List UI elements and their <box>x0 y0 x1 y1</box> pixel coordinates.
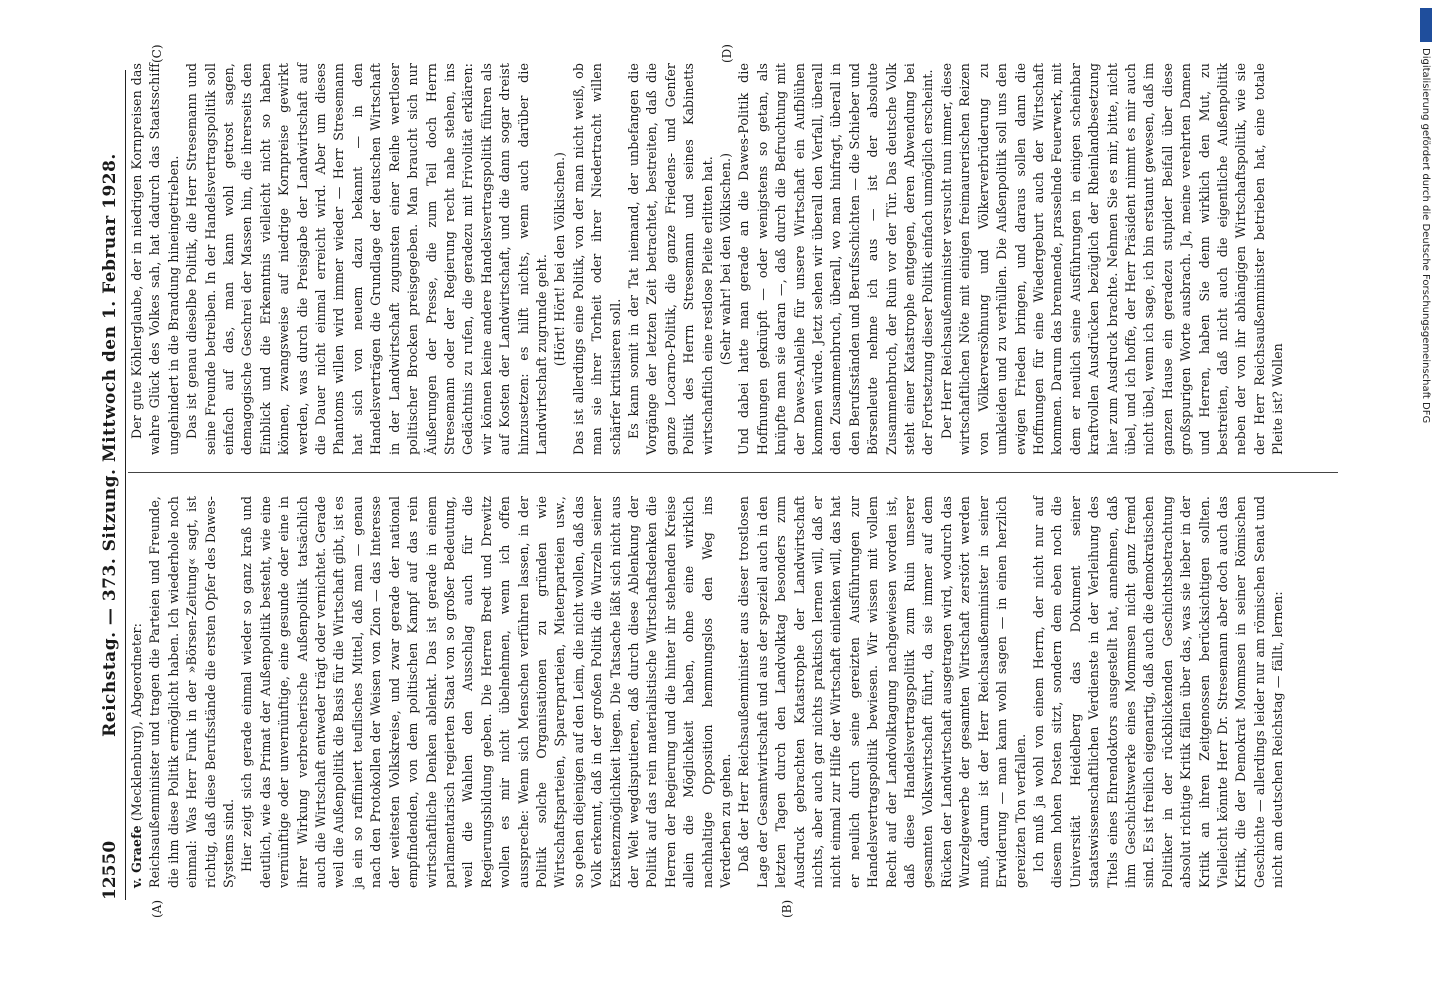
paragraph: Das ist allerdings eine Politik, von der man nicht weiß, ob man sie ihrer Torheit oder ihrer Niedertracht willen schärfer kritisieren soll. <box>570 63 623 455</box>
paragraph: Der gute Köhlerglaube, der in niedrigen Kornpreisen das wahre Glück des Volkes sah, hat dadurch das Staatsschiff ungehindert in die Brandung hineingetrieben. <box>129 63 181 455</box>
page-number: 12550 <box>100 840 120 900</box>
margin-marker-d: (D) <box>720 44 734 63</box>
paragraph: Reichsaußenminister und tragen die Parteien und Freunde, die ihm diese Politik ermöglicht haben. Ich wiederhole noch einmal: Was Herr Funk in der »Börsen-Zeitung« sagt, ist richtig, daß diese Berufsstände die ersten Opfer des Dawes-Systems sind. <box>147 496 237 888</box>
speaker-line <box>128 496 146 888</box>
speaker-name: v. Graefe <box>129 825 144 888</box>
margin-marker-c: (C) <box>150 44 164 63</box>
paragraph: Es kann somit in der Tat niemand, der unbefangen die Vorgänge der letzten Zeit betrachtet, bestreiten, daß die ganze Locarno-Politik, die ganze Friedens- und Genfer Politik des Herrn Stresemann und seines Kabinetts wirtschaftlich eine restlose Pleite erlitten hat. <box>625 63 715 455</box>
margin-marker-a: (A) <box>150 899 164 918</box>
left-column <box>128 496 1288 888</box>
paragraph: Das ist genau dieselbe Politik, die Herr Stresemann und seine Freunde betreiben. In der Handelsvertragspolitik soll einfach auf das, man kann wohl getrost sagen, demagogische Geschrei der Massen hin, die ihrerseits den Einblick und die Erkenntnis vielleicht nicht so haben können, zwangsweise auf niedrige Kornpreise gewirkt werden, was durch die Preisgabe der Landwirtschaft auf die Dauer nicht einmal erreicht wird. Aber um dieses Phantoms willen wird immer wieder — Herr Stresemann hat sich von neuem dazu bekannt — in den Handelsverträgen die Grundlage der deutschen Wirtschaft in der Landwirtschaft zugunsten einer Reihe wertloser politischer Brocken preisgegeben. Man braucht sich nur Äußerungen der Presse, die zum Teil doch Herrn Stresemann oder der Regierung recht nahe stehen, ins Gedächtnis zu rufen, die geradezu mit Frivolität erklären: wir können keine andere Handelsvertragspolitik führen als auf Kosten der Landwirtschaft, und die dann sogar dreist hinzusetzen: es hilft nichts, wenn auch darüber die Landwirtschaft zugrunde geht. <box>184 63 549 455</box>
interjection: (Hört! Hört! bei den Völkischen.) <box>552 151 568 367</box>
interjection: (Sehr wahr! bei den Völkischen.) <box>718 152 733 366</box>
paragraph: Hier zeigt sich gerade einmal wieder so ganz kraß und deutlich, wie das Primat der Außenpolitik besteht, wie eine vernünftige oder unvernünftige, eine gesunde oder eine in ihrer Wirkung verbrecherische Außenpolitik tatsächlich auch die Wirtschaft entweder trägt oder vernichtet. Gerade weil die Außenpolitik die Basis für die Wirtschaft gibt, ist es ja ein so raffiniert teuflisches Mittel, daß man — genau nach den Protokollen der Weisen von Zion — das Interesse der weitesten Volkskreise, und zwar gerade der national empfindenden, von dem politischen Kampf auf das rein wirtschaftliche Denken ablenkt. Das ist gerade in einem parlamentarisch regierten Staat von so großer Bedeutung, weil die Wahlen den Ausschlag auch für die Regierungsbildung geben. Die Herren Bredt und Drewitz wollen es mir nicht übelnehmen, wenn ich offen ausspreche: Wenn sich Menschen verführen lassen, in der Politik solche Organisationen zu gründen wie Wirtschaftsparteien, Sparerparteien, Mieterparteien usw., so gehen diejenigen auf den Leim, die nicht wollen, daß das Volk erkennt, daß in der großen Politik die Wurzeln seiner Existenzmöglichkeit liegen. Die Tatsache läßt sich nicht aus der Welt wegdisputieren, daß durch diese Ablenkung der Politik auf das rein materialistische Wirtschaftsdenken die Herren der Regierung und die hinter ihr stehenden Kreise allein die Möglichkeit haben, ohne eine wirklich nachhaltige Opposition hemmungslos den Weg ins Verderben zu gehen. <box>239 496 733 888</box>
side-credit-text <box>1420 48 1431 423</box>
column-divider <box>128 472 1338 473</box>
paragraph: Der Herr Reichsaußenminister versucht nun immer, diese wirtschaftlichen Nöte mit einigen freimaurerischen Reizen von Völkerversöhnung und Völkerverbrüderung zu umkleiden und zu verhüllen. Die Außenpolitik soll uns den ewigen Frieden bringen, und daraus sollen dann die Hoffnungen für eine Wiedergeburt auch der Wirtschaft kommen. Darum das brennende, prasselnde Feuerwerk, mit dem er neulich seine Ausführungen in einigen scheinbar kraftvollen Ausdrücken bezüglich der Rheinlandbesetzung hier zum Ausdruck brachte. Nehmen Sie es mir, bitte, nicht übel, und ich hoffe, der Herr Präsident nimmt es mir auch nicht übel, wenn ich sage, ich bin erstaunt gewesen, daß im ganzen Hause ein geradezu stupider Beifall über diese großspurigen Worte ausbrach. Ja, meine verehrten Damen und Herren, haben Sie denn wirklich den Mut, zu bestreiten, daß nicht auch die eigentliche Außenpolitik neben der von ihr abhängigen Wirtschaftspolitik, wie sie der Herr Reichsaußenminister betrieben hat, eine totale Pleite ist? Wollen <box>938 63 1286 455</box>
side-logo-label: DFG <box>1420 402 1431 424</box>
page-header <box>92 70 120 900</box>
header-rule <box>125 70 126 900</box>
paragraph: Daß der Herr Reichsaußenminister aus dieser trostlosen Lage der Gesamtwirtschaft und aus der speziell auch in den letzten Tagen durch den Landvolktag besonders zum Ausdruck gebrachten Katastrophe der Landwirtschaft nichts, aber auch gar nichts praktisch lernen will, daß er nicht einmal zur Hilfe der Wirtschaft einlenken will, das hat er neulich durch seine gereizten Ausführungen zur Handelsvertragspolitik bewiesen. Wir wissen mit vollem Recht auf der Landvolktagung nachgewiesen worden ist, daß diese Handelsvertragspolitik zum Ruin unserer gesamten Volkswirtschaft führt, da sie immer auf dem Rücken der Landwirtschaft ausgetragen wird, wodurch das Wurzelgewerbe der gesamten Wirtschaft zerstört werden muß, darum ist der Herr Reichsaußenminister in seiner Erwiderung — man kann wohl sagen — in einen herzlich gereizten Ton verfallen. <box>736 496 1028 888</box>
speaker-note: (Mecklenburg), Abgeordneter: <box>129 622 144 822</box>
paragraph: Ich muß ja wohl von einem Herrn, der nicht nur auf diesem hohen Posten sitzt, sondern dem eben noch die Universität Heidelberg das Dokument seiner staatswissenschaftlichen Verdienste in der Verleihung des Titels eines Ehrendoktors ausgestellt hat, annehmen, daß ihm Geschichtswerke eines Mommsen nicht ganz fremd sind. Es ist freilich eigenartig, daß auch die demokratischen Politiker in der rückblickenden Geschichtsbetrachtung absolut richtige Kritik fällen über das, was sie lieber in der Kritik an ihren Zeitgenossen berücksichtigen sollten. Vielleicht könnte Herr Dr. Stresemann aber doch auch das Kritik, die der Demokrat Mommsen in seiner Römischen Geschichte — allerdings leider nur am römischen Senat und nicht am deutschen Reichstag — fällt, lernen: <box>1030 496 1286 888</box>
margin-marker-b: (B) <box>780 899 794 918</box>
side-credit-label: Digitalisierung gefördert durch die Deutsche Forschungsgemeinschaft <box>1420 48 1431 399</box>
header-title: Reichstag. — 373. Sitzung. Mittwoch den 1. Februar 1928. <box>100 153 120 737</box>
paragraph: Und dabei hatte man gerade an die Dawes-Politik die Hoffnungen geknüpft — oder wenigstens so getan, als knüpfte man sie daran —, daß durch die Befruchtung mit der Dawes-Anleihe für unsere Wirtschaft ein Aufblühen kommen würde. Jetzt sehen wir überall den Verfall, überall den Zusammenbruch, überall, wo man hinfragt, überall in den Berufsständen und Berufsschichten — die Schieber und Börsenleute nehme ich aus — ist der absolute Zusammenbruch, der Ruin vor der Tür. Das deutsche Volk steht einer Katastrophe entgegen, deren Abwendung bei der Fortsetzung dieser Politik einfach unmöglich erscheint. <box>736 63 936 455</box>
side-credit <box>1417 8 1431 998</box>
right-column <box>128 63 1288 455</box>
